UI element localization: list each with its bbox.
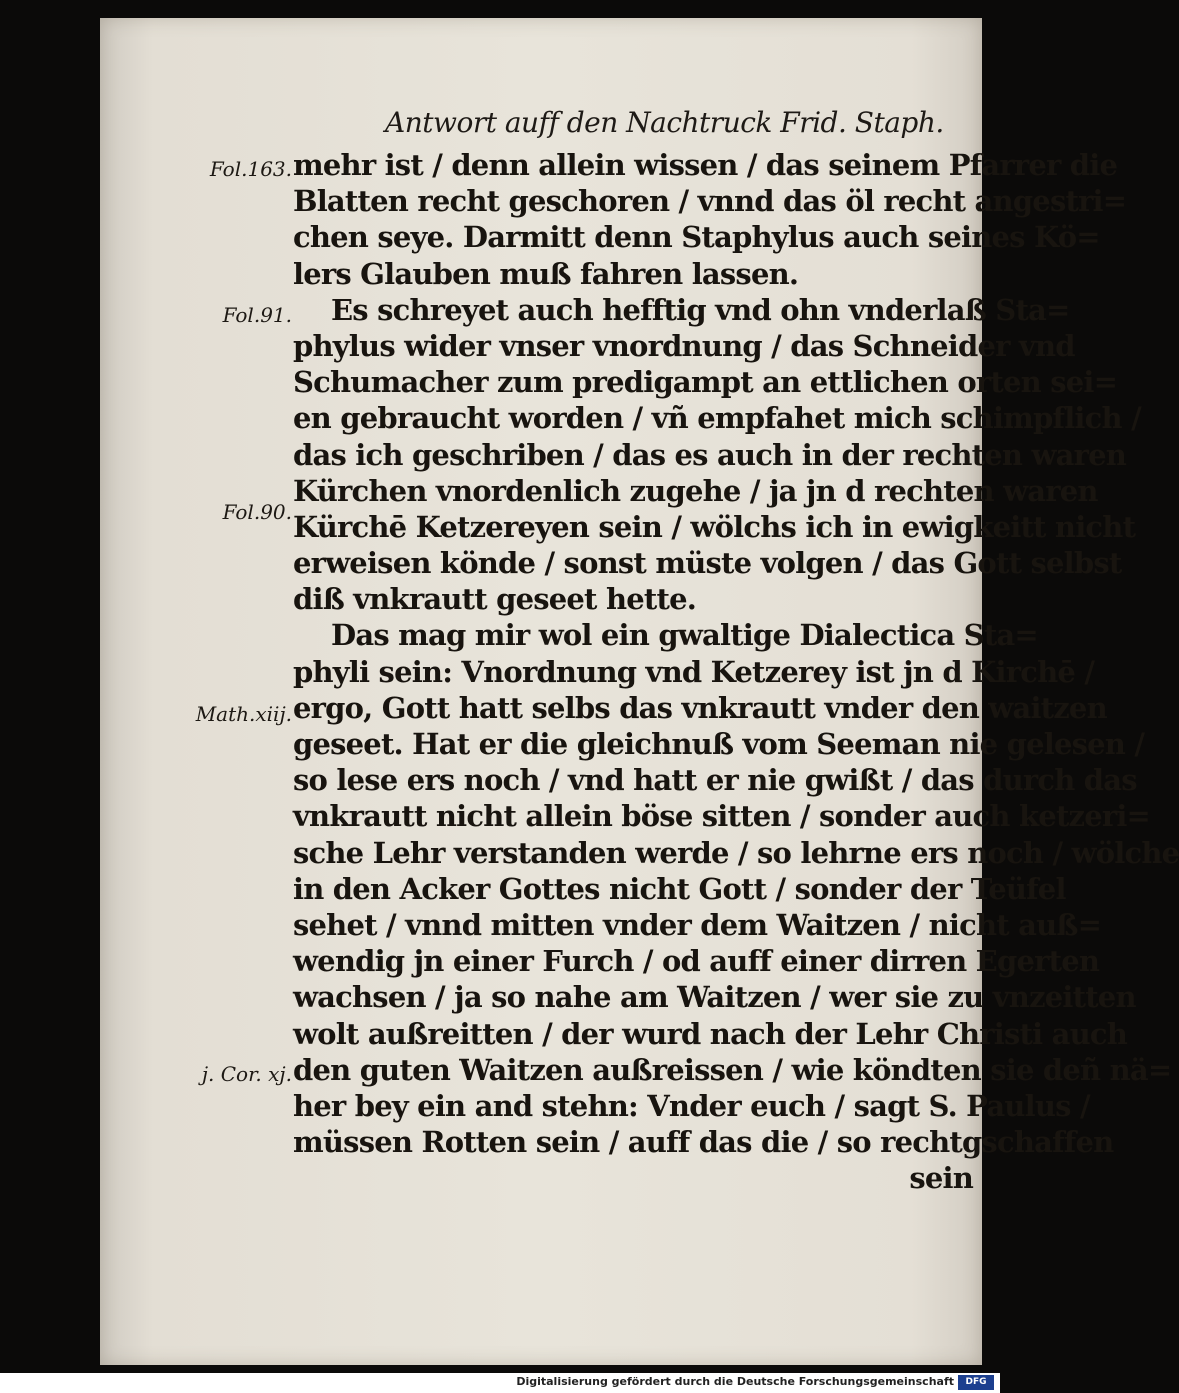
text-line: Blatten recht geschoren / vnnd das öl recht angestri= [293,184,1127,219]
text-line: mehr ist / denn allein wissen / das seinem Pfarrer die [293,148,1118,182]
text-line: en gebraucht worden / vñ empfahet mich schimpflich / [293,401,1141,436]
text-line: Das mag mir wol ein gwaltige Dialectica Sta= [331,618,1038,653]
text-line: in den Acker Gottes nicht Gott / sonder der Teüfel [293,871,1066,906]
text-line: den guten Waitzen außreissen / wie köndten sie deñ nä= [293,1052,1172,1087]
text-line: her bey ein and stehn: Vnder euch / sagt S. Paulus / [293,1088,1090,1123]
margin-note-math-xiij: Math.xiij. [195,702,292,726]
text-line: geseet. Hat er die gleichnuß vom Seeman nie gelesen / [293,727,1145,761]
text-line: chen seye. Darmitt denn Staphylus auch seines Kö= [293,220,1100,255]
margin-note-fol-163: Fol.163. [209,157,292,181]
text-line: vnkrautt nicht allein böse sitten / sonder auch ketzeri= [293,799,1151,834]
text-line: phylus wider vnser vnordnung / das Schneider vnd [293,328,1075,363]
text-line: sehet / vnnd mitten vnder dem Waitzen / nicht auß= [293,907,1102,942]
text-line: diß vnkrautt geseet hette. [293,582,697,617]
text-line: Es schreyet auch hefftig vnd ohn vnderlaß Sta= [331,292,1070,327]
margin-note-1-cor-xj: j. Cor. xj. [201,1062,292,1086]
funding-notice: Digitalisierung gefördert durch die Deutsche Forschungsgemeinschaft [516,1375,954,1388]
text-line: lers Glauben muß fahren lassen. [293,256,799,291]
catchword: sein [909,1161,973,1196]
running-head: Antwort auff den Nachtruck Frid. Staph. [385,106,944,139]
text-line: wolt außreitten / der wurd nach der Lehr Christi auch [293,1016,1128,1051]
text-line: das ich geschriben / das es auch in der rechten waren [293,437,1127,472]
text-line: wendig jn einer Furch / od auff einer dirren Egerten [293,944,1100,979]
body-text [293,147,1179,1196]
dfg-logo: DFG [958,1375,994,1390]
text-line: phyli sein: Vnordnung vnd Ketzerey ist jn d Kirchē / [293,654,1095,689]
text-line: erweisen könde / sonst müste volgen / das Gott selbst [293,546,1122,581]
text-line: müssen Rotten sein / auff das die / so rechtgschaffen [293,1125,1114,1160]
text-line: Kürchē Ketzereyen sein / wölchs ich in ewigkeitt nicht [293,509,1136,544]
text-line: so lese ers noch / vnd hatt er nie gwißt / das durch das [293,763,1137,798]
text-line: sche Lehr verstanden werde / so lehrne ers noch / wölche [293,835,1179,870]
margin-note-fol-91: Fol.91. [222,303,292,327]
text-line: Kürchen vnordenlich zugehe / ja jn d rechten waren [293,473,1098,508]
text-line: wachsen / ja so nahe am Waitzen / wer sie zu vnzeitten [293,980,1136,1015]
text-line: Schumacher zum predigampt an ettlichen orten sei= [293,365,1118,400]
text-line: ergo, Gott hatt selbs das vnkrautt vnder den waitzen [293,690,1107,725]
margin-note-fol-90: Fol.90. [222,500,292,524]
